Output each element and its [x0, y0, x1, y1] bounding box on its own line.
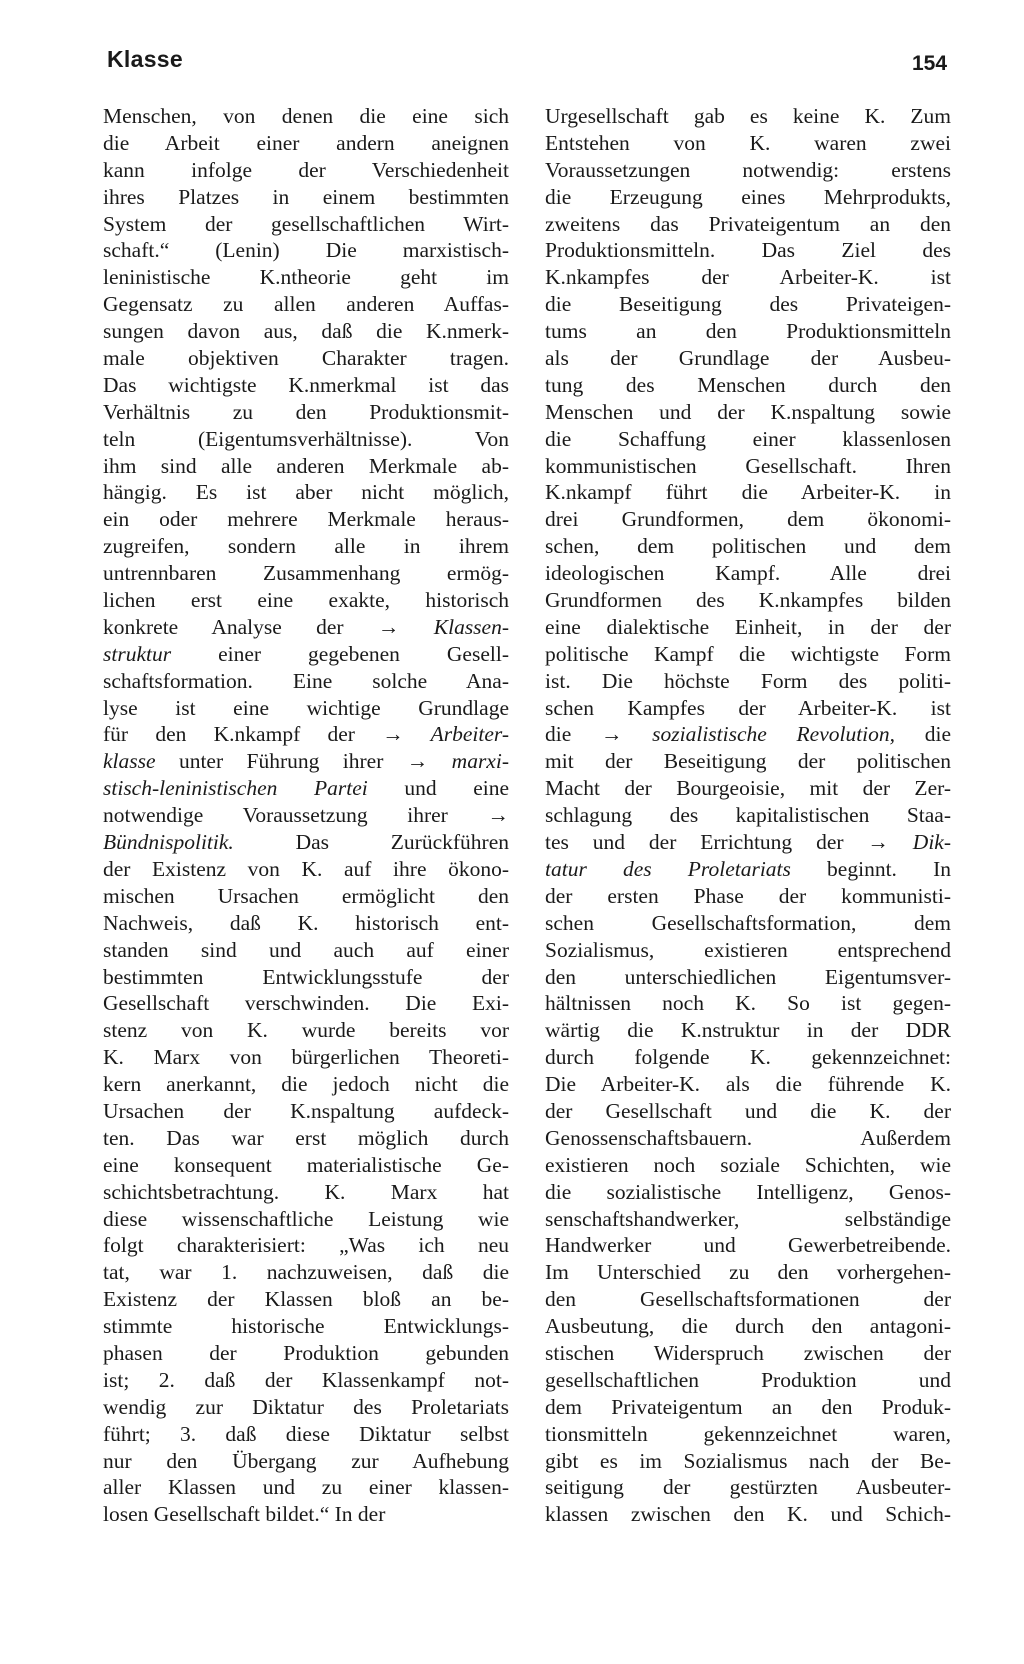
- line-text: Gesellschaft verschwinden. Die Exi-: [103, 991, 509, 1016]
- text-line: [103, 1071, 509, 1098]
- line-text: Das Zurückführen: [233, 830, 509, 855]
- line-text: Genossenschaftsbauern. Außerdem: [545, 1125, 951, 1150]
- line-text: tionsmitteln gekennzeichnet waren,: [545, 1421, 951, 1446]
- cross-reference-link[interactable]: Bündnispolitik.: [103, 830, 234, 855]
- line-text: wärtig die K.nstruktur in der DDR: [545, 1018, 951, 1043]
- text-line: [545, 399, 951, 426]
- text-line: [545, 1232, 951, 1259]
- text-line: [545, 1017, 951, 1044]
- text-line: [545, 1125, 951, 1152]
- line-text: hältnissen noch K. So ist gegen-: [545, 991, 951, 1016]
- cross-reference-link[interactable]: → Arbeiter-: [382, 722, 509, 747]
- line-text: stimmte historische Entwicklungs-: [103, 1314, 509, 1339]
- text-line: [103, 1259, 509, 1286]
- line-text: ist; 2. daß der Klassenkampf not-: [103, 1367, 509, 1392]
- line-text: K.nkampf führt die Arbeiter-K. in: [545, 480, 951, 505]
- text-line: [545, 856, 951, 883]
- line-text: Entstehen von K. waren zwei: [545, 130, 951, 155]
- line-text: Grundformen des K.nkampfes bilden: [545, 588, 951, 613]
- line-text: schen Kampfes der Arbeiter-K. ist: [545, 695, 951, 720]
- line-text: diese wissenschaftliche Leistung wie: [103, 1206, 509, 1231]
- line-text: phasen der Produktion gebunden: [103, 1340, 509, 1365]
- text-line: [545, 1501, 951, 1528]
- text-line: [103, 318, 509, 345]
- text-line: [103, 237, 509, 264]
- line-text: notwendige Voraussetzung ihrer: [103, 803, 488, 828]
- text-line: [103, 695, 509, 722]
- text-line: [545, 237, 951, 264]
- line-text: ihm sind alle anderen Merkmale ab-: [103, 453, 509, 478]
- text-line: [103, 748, 509, 775]
- text-line: [545, 641, 951, 668]
- line-text: den unterschiedlichen Eigentumsver-: [545, 964, 951, 989]
- page-number: 154: [912, 52, 948, 75]
- line-text: für den K.nkampf der: [103, 722, 383, 747]
- line-text: mit der Beseitigung der politischen: [545, 749, 951, 774]
- text-line: [103, 1206, 509, 1233]
- line-text: die sozialistische Intelligenz, Genos-: [545, 1179, 951, 1204]
- line-text: schaft.“ (Lenin) Die marxistisch-: [103, 238, 509, 263]
- text-line: [103, 1367, 509, 1394]
- text-line: [103, 1098, 509, 1125]
- line-text: ideologischen Kampf. Alle drei: [545, 561, 951, 586]
- line-text: K. Marx von bürgerlichen Theoreti-: [103, 1045, 509, 1070]
- text-line: [545, 211, 951, 238]
- line-text: bestimmten Entwicklungsstufe der: [103, 964, 509, 989]
- cross-reference-link[interactable]: → marxi-: [406, 749, 509, 774]
- text-line: [545, 1071, 951, 1098]
- text-line: [103, 1421, 509, 1448]
- text-line: [103, 883, 509, 910]
- text-line: [545, 829, 951, 856]
- text-line: [545, 372, 951, 399]
- line-text: mischen Ursachen ermöglicht den: [103, 883, 509, 908]
- text-line: [545, 883, 951, 910]
- line-text: male objektiven Charakter tragen.: [103, 346, 509, 371]
- text-line: [545, 614, 951, 641]
- text-line: [103, 372, 509, 399]
- line-text: tums an den Produktionsmitteln: [545, 319, 951, 344]
- text-line: [103, 775, 509, 802]
- line-text: beginnt. In: [790, 856, 951, 881]
- line-text: Nachweis, daß K. historisch ent-: [103, 910, 509, 935]
- line-text: gibt es im Sozialismus nach der Be-: [545, 1448, 951, 1473]
- line-text: tes und der Errichtung der: [545, 830, 868, 855]
- line-text: Ausbeutung, die durch den antagoni-: [545, 1314, 951, 1339]
- line-text: Ursachen der K.nspaltung aufdeck-: [103, 1098, 509, 1123]
- text-line: [103, 264, 509, 291]
- line-text: ist. Die höchste Form des politi-: [545, 668, 951, 693]
- line-text: der Existenz von K. auf ihre ökono-: [103, 856, 509, 881]
- line-text: untrennbaren Zusammenhang ermög-: [103, 561, 509, 586]
- text-line: [103, 453, 509, 480]
- text-line: [103, 399, 509, 426]
- text-line: [103, 990, 509, 1017]
- line-text: drei Grundformen, dem ökonomi-: [545, 507, 951, 532]
- text-line: [545, 345, 951, 372]
- text-line: [103, 1313, 509, 1340]
- text-line: [103, 1125, 509, 1152]
- line-text: Verhältnis zu den Produktionsmit-: [103, 399, 509, 424]
- text-line: [545, 1313, 951, 1340]
- text-line: [545, 1179, 951, 1206]
- text-line: [103, 641, 509, 668]
- line-text: als der Grundlage der Ausbeu-: [545, 346, 951, 371]
- line-text: kommunistischen Gesellschaft. Ihren: [545, 453, 951, 478]
- text-line: [545, 479, 951, 506]
- text-line: [545, 291, 951, 318]
- text-line: [545, 560, 951, 587]
- line-text: sungen davon aus, daß die K.nmerk-: [103, 319, 509, 344]
- page-header-keyword: Klasse: [107, 46, 183, 72]
- cross-reference-link[interactable]: klasse: [103, 749, 156, 774]
- text-line: [545, 1421, 951, 1448]
- text-line: [545, 1044, 951, 1071]
- text-line: [545, 1206, 951, 1233]
- text-line: [545, 453, 951, 480]
- line-text: unter Führung ihrer: [155, 749, 407, 774]
- text-line: [103, 1474, 509, 1501]
- cross-reference-link[interactable]: → sozialistische Revolution,: [600, 722, 896, 747]
- cross-reference-link[interactable]: → Klassen-: [377, 614, 509, 639]
- text-line: [103, 829, 509, 856]
- line-text: gesellschaftlichen Produktion und: [545, 1367, 951, 1392]
- line-text: Handwerker und Gewerbetreibende.: [545, 1233, 951, 1258]
- line-text: die Arbeit einer andern aneignen: [103, 130, 509, 155]
- text-line: [545, 1394, 951, 1421]
- text-line: [103, 479, 509, 506]
- line-text: Sozialismus, existieren entsprechend: [545, 937, 951, 962]
- line-text: aller Klassen und zu einer klassen-: [103, 1475, 509, 1500]
- cross-reference-link[interactable]: struktur: [103, 641, 172, 666]
- text-line: [545, 264, 951, 291]
- line-text: Im Unterschied zu den vorhergehen-: [545, 1260, 951, 1285]
- line-text: die: [545, 722, 601, 747]
- line-text: Voraussetzungen notwendig: erstens: [545, 157, 951, 182]
- line-text: kern anerkannt, die jedoch nicht die: [103, 1072, 509, 1097]
- right-text-column: [545, 103, 951, 1528]
- text-line: [103, 587, 509, 614]
- cross-reference-link[interactable]: → Dik-: [867, 830, 951, 855]
- line-text: den Gesellschaftsformationen der: [545, 1287, 951, 1312]
- text-line: [103, 506, 509, 533]
- text-line: [545, 775, 951, 802]
- text-line: [545, 695, 951, 722]
- line-text: zugreifen, sondern alle in ihrem: [103, 534, 509, 559]
- text-line: [103, 533, 509, 560]
- line-text: führt; 3. daß diese Diktatur selbst: [103, 1421, 509, 1446]
- line-text: System der gesellschaftlichen Wirt-: [103, 211, 509, 236]
- line-text: folgt charakterisiert: „Was ich neu: [103, 1233, 509, 1258]
- text-line: [545, 1448, 951, 1475]
- text-line: [103, 1286, 509, 1313]
- line-text: standen sind und auch auf einer: [103, 937, 509, 962]
- left-text-column: [103, 103, 509, 1528]
- line-text: politische Kampf die wichtigste Form: [545, 641, 951, 666]
- line-text: ein oder mehrere Merkmale heraus-: [103, 507, 509, 532]
- line-text: die: [895, 722, 951, 747]
- text-line: [103, 1152, 509, 1179]
- text-line: [545, 587, 951, 614]
- text-line: [545, 1259, 951, 1286]
- text-line: [545, 103, 951, 130]
- text-line: [103, 668, 509, 695]
- line-text: Die Arbeiter-K. als die führende K.: [545, 1072, 951, 1097]
- text-line: [545, 1474, 951, 1501]
- text-line: [545, 748, 951, 775]
- line-text: leninistische K.ntheorie geht im: [103, 265, 509, 290]
- text-line: [545, 990, 951, 1017]
- text-line: [103, 1232, 509, 1259]
- line-text: ten. Das war erst möglich durch: [103, 1125, 509, 1150]
- line-text: Gegensatz zu allen anderen Auffas-: [103, 292, 509, 317]
- line-text: ihres Platzes in einem bestimmten: [103, 184, 509, 209]
- line-text: der ersten Phase der kommunisti-: [545, 883, 951, 908]
- line-text: losen Gesellschaft bildet.“ In der: [103, 1502, 386, 1527]
- line-text: eine dialektische Einheit, in der der: [545, 614, 951, 639]
- line-text: konkrete Analyse der: [103, 614, 378, 639]
- text-line: [545, 1098, 951, 1125]
- cross-reference-link[interactable]: tatur des Proletariats: [545, 856, 791, 881]
- line-text: eine konsequent materialistische Ge-: [103, 1152, 509, 1177]
- line-text: Urgesellschaft gab es keine K. Zum: [545, 104, 951, 128]
- line-text: seitigung der gestürzten Ausbeuter-: [545, 1475, 951, 1500]
- text-line: [545, 506, 951, 533]
- cross-reference-link[interactable]: →: [487, 803, 509, 828]
- cross-reference-link[interactable]: stisch-leninistischen Partei: [103, 776, 368, 801]
- line-text: die Beseitigung des Privateigen-: [545, 292, 951, 317]
- text-line: [545, 668, 951, 695]
- line-text: hängig. Es ist aber nicht möglich,: [103, 480, 509, 505]
- line-text: Macht der Bourgeoisie, mit der Zer-: [545, 776, 951, 801]
- text-line: [103, 157, 509, 184]
- line-text: klassen zwischen den K. und Schich-: [545, 1502, 951, 1527]
- text-line: [103, 1340, 509, 1367]
- line-text: Menschen, von denen die eine sich: [103, 104, 509, 128]
- line-text: Existenz der Klassen bloß an be-: [103, 1287, 509, 1312]
- text-line: [545, 937, 951, 964]
- text-line: [545, 1286, 951, 1313]
- line-text: nur den Übergang zur Aufhebung: [103, 1448, 509, 1473]
- text-line: [103, 1394, 509, 1421]
- line-text: schen, dem politischen und dem: [545, 534, 951, 559]
- line-text: und eine: [367, 776, 509, 801]
- text-line: [545, 533, 951, 560]
- text-line: [103, 1044, 509, 1071]
- line-text: teln (Eigentumsverhältnisse). Von: [103, 426, 509, 451]
- text-line: [103, 937, 509, 964]
- line-text: tat, war 1. nachzuweisen, daß die: [103, 1260, 509, 1285]
- line-text: der Gesellschaft und die K. der: [545, 1098, 951, 1123]
- text-line: [103, 1448, 509, 1475]
- line-text: schen Gesellschaftsformation, dem: [545, 910, 951, 935]
- line-text: schichtsbetrachtung. K. Marx hat: [103, 1179, 509, 1204]
- text-line: [103, 1017, 509, 1044]
- line-text: tung des Menschen durch den: [545, 372, 951, 397]
- text-line: [103, 802, 509, 829]
- text-line: [545, 1152, 951, 1179]
- text-line: [545, 157, 951, 184]
- line-text: einer gegebenen Gesell-: [171, 641, 509, 666]
- text-line: [545, 964, 951, 991]
- text-line: [103, 130, 509, 157]
- text-line: [545, 318, 951, 345]
- text-line: [103, 291, 509, 318]
- line-text: dem Privateigentum an den Produk-: [545, 1394, 951, 1419]
- line-text: zweitens das Privateigentum an den: [545, 211, 951, 236]
- text-line: [103, 1179, 509, 1206]
- text-line: [545, 1340, 951, 1367]
- text-line: [545, 802, 951, 829]
- line-text: stenz von K. wurde bereits vor: [103, 1018, 509, 1043]
- line-text: existieren noch soziale Schichten, wie: [545, 1152, 951, 1177]
- line-text: lyse ist eine wichtige Grundlage: [103, 695, 509, 720]
- text-line: [103, 856, 509, 883]
- line-text: Produktionsmitteln. Das Ziel des: [545, 238, 951, 263]
- text-line: [103, 211, 509, 238]
- text-line: [103, 910, 509, 937]
- text-line: [545, 130, 951, 157]
- line-text: durch folgende K. gekennzeichnet:: [545, 1045, 951, 1070]
- line-text: die Erzeugung eines Mehrprodukts,: [545, 184, 951, 209]
- text-line: [103, 184, 509, 211]
- text-line: [545, 721, 951, 748]
- text-line: [103, 426, 509, 453]
- line-text: kann infolge der Verschiedenheit: [103, 157, 509, 182]
- line-text: senschaftshandwerker, selbständige: [545, 1206, 951, 1231]
- line-text: lichen erst eine exakte, historisch: [103, 588, 509, 613]
- text-line: [103, 345, 509, 372]
- line-text: K.nkampfes der Arbeiter-K. ist: [545, 265, 951, 290]
- line-text: stischen Widerspruch zwischen der: [545, 1340, 951, 1365]
- line-text: die Schaffung einer klassenlosen: [545, 426, 951, 451]
- text-line: [103, 964, 509, 991]
- text-line: [103, 103, 509, 130]
- text-line: [545, 1367, 951, 1394]
- line-text: schlagung des kapitalistischen Staa-: [545, 803, 951, 828]
- line-text: wendig zur Diktatur des Proletariats: [103, 1394, 509, 1419]
- text-line: [103, 721, 509, 748]
- line-text: Menschen und der K.nspaltung sowie: [545, 399, 951, 424]
- text-line: [103, 560, 509, 587]
- text-line: [545, 426, 951, 453]
- line-text: Das wichtigste K.nmerkmal ist das: [103, 372, 509, 397]
- text-line: [103, 614, 509, 641]
- text-line: [545, 910, 951, 937]
- text-line: [545, 184, 951, 211]
- text-line: [103, 1501, 509, 1528]
- line-text: schaftsformation. Eine solche Ana-: [103, 668, 509, 693]
